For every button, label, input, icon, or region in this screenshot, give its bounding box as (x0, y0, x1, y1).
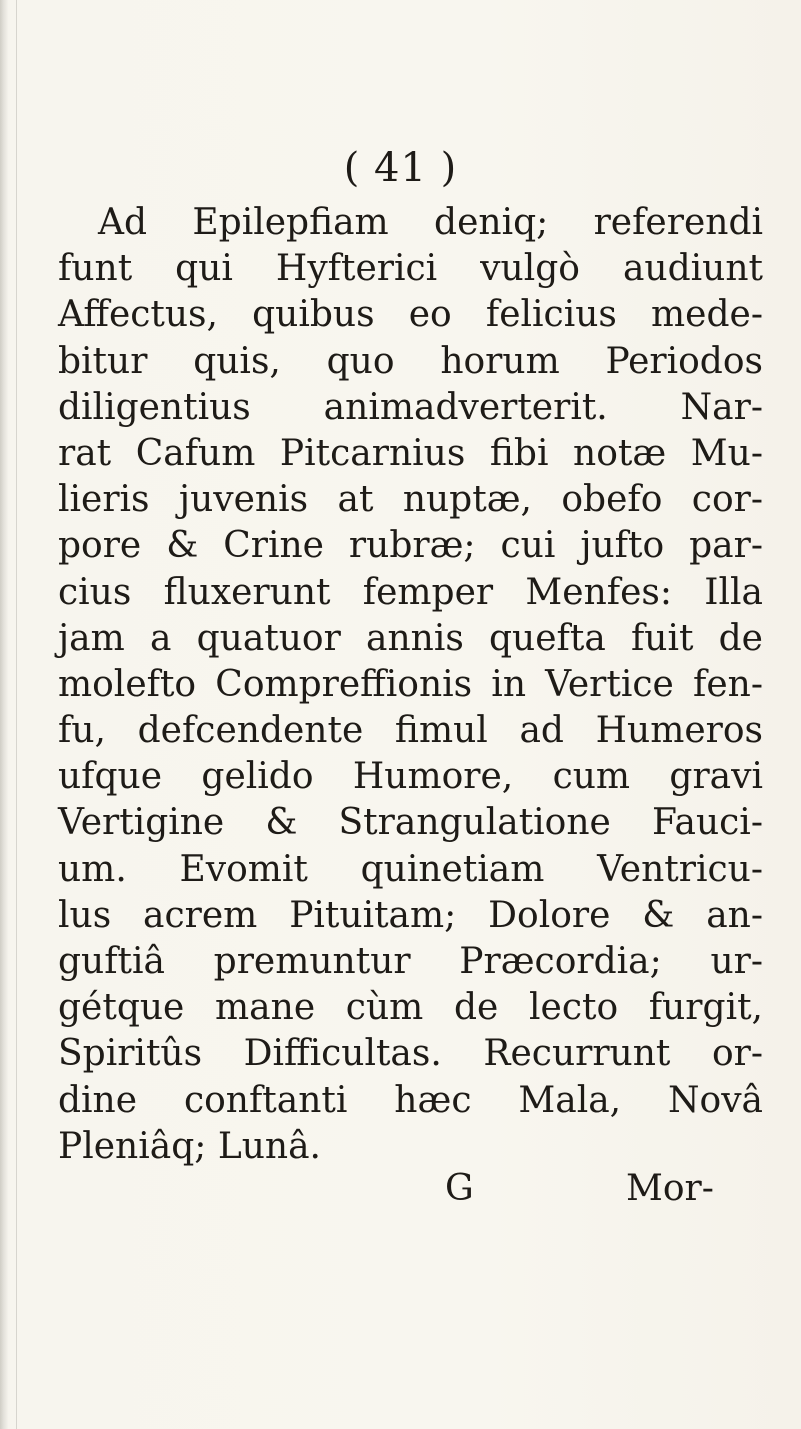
text-line-15: um. Evomit quinetiam Ventricu- (58, 848, 763, 890)
body-text (58, 200, 763, 1170)
text-line-6: rat Cafum Pitcarnius fibi notæ Mu- (58, 432, 763, 474)
text-line-13: ufque gelido Humore, cum gravi (58, 756, 763, 798)
text-line-21: Pleniâq; Lunâ. (58, 1125, 322, 1167)
catchword: Mor- (626, 1168, 714, 1209)
text-line-1: Ad Epilepfiam deniq; referendi (98, 202, 763, 243)
text-line-14: Vertigine & Strangulatione Fauci- (58, 802, 763, 844)
text-line-4: bitur quis, quo horum Periodos (58, 340, 763, 382)
signature-mark: G (445, 1168, 474, 1209)
text-line-9: cius fluxerunt femper Menfes: Illa (58, 571, 763, 613)
text-line-2: funt qui Hyfterici vulgò audiunt (58, 248, 763, 290)
text-line-17: guftiâ premuntur Præcordia; ur- (58, 941, 763, 982)
text-line-7: lieris juvenis at nuptæ, obefo cor- (58, 479, 763, 521)
text-line-11: molefto Compreffionis in Vertice fen- (58, 663, 763, 705)
text-line-10: jam a quatuor annis quefta fuit de (58, 617, 763, 659)
text-line-20: dine conftanti hæc Mala, Novâ (58, 1079, 763, 1121)
text-line-5: diligentius animadverterit. Nar- (58, 386, 763, 428)
text-line-18: gétque mane cùm de lecto furgit, (58, 987, 763, 1029)
text-line-16: lus acrem Pituitam; Dolore & an- (58, 894, 763, 936)
text-line-8: pore & Crine rubræ; cui jufto par- (58, 525, 763, 567)
text-line-3: Affectus, quibus eo felicius mede- (58, 294, 763, 336)
text-line-12: fu, defcendente fimul ad Humeros (58, 710, 763, 752)
text-line-19: Spiritûs Difficultas. Recurrunt or- (58, 1033, 763, 1075)
page-number: ( 41 ) (343, 145, 458, 191)
page-footer (0, 1168, 801, 1218)
